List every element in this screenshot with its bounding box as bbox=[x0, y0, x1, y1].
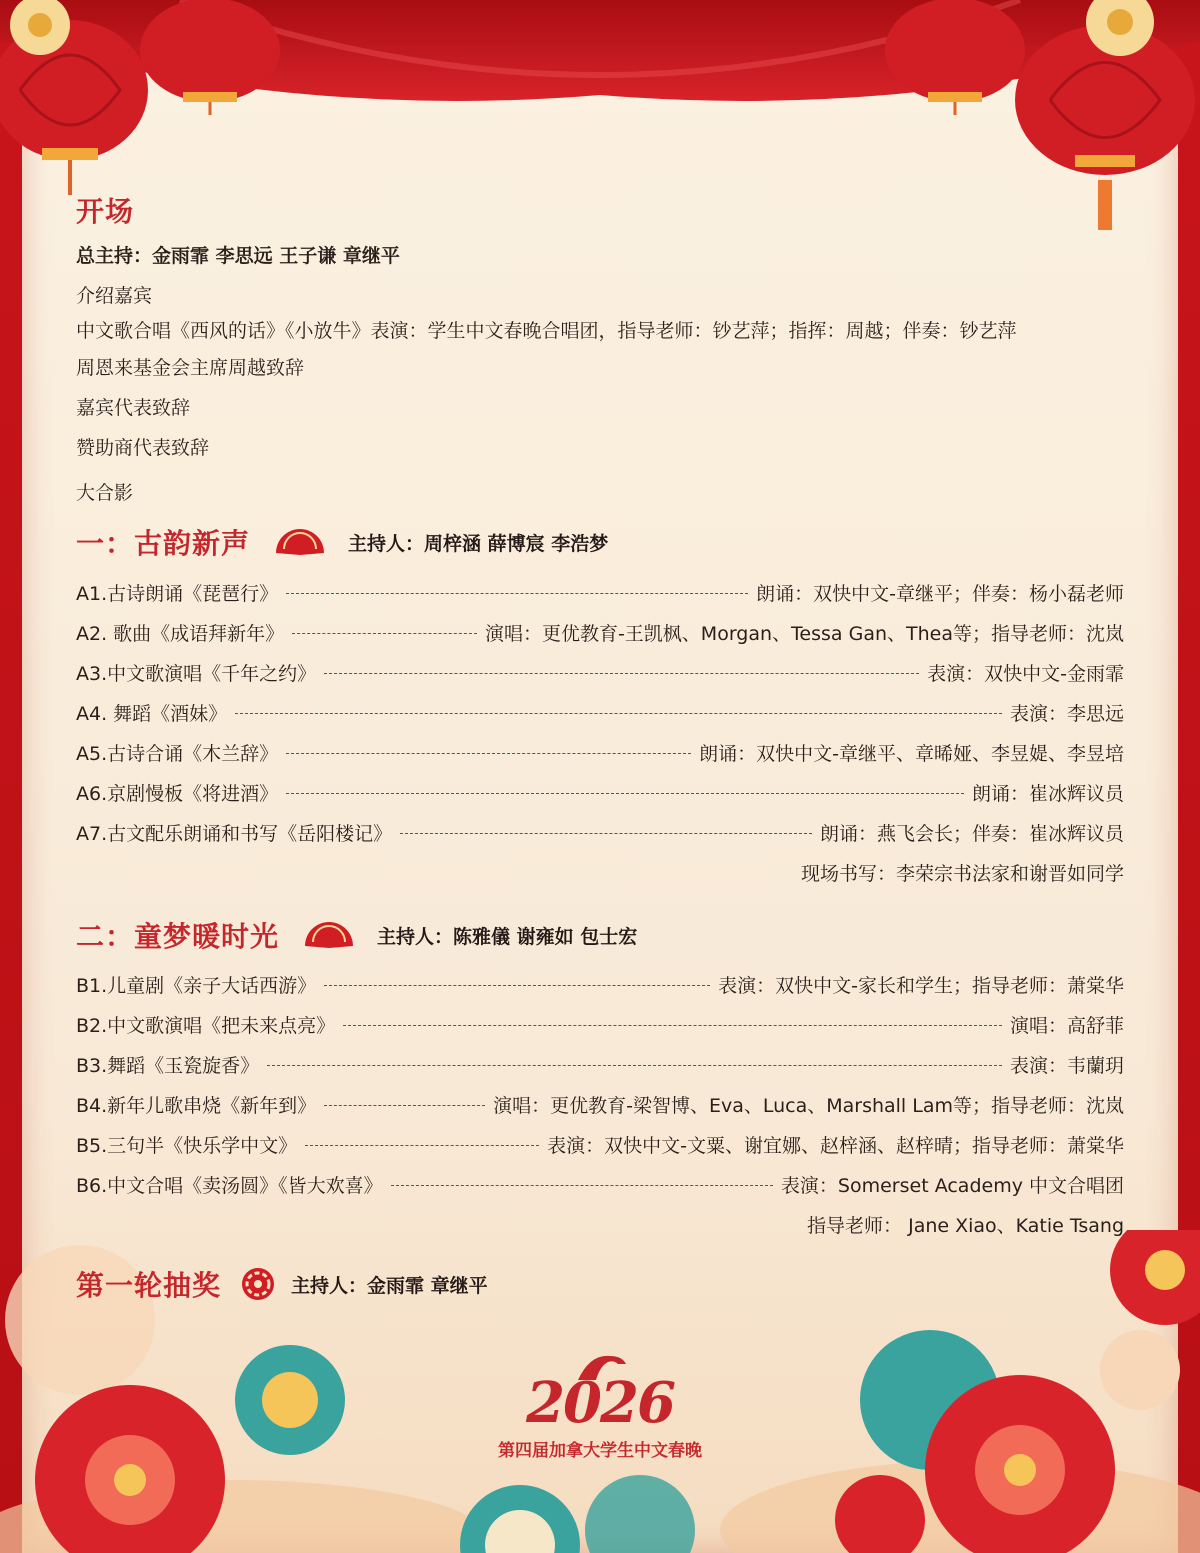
program-row bbox=[76, 779, 1124, 806]
program-performer: 表演：韦蘭玥 bbox=[1009, 1055, 1124, 1077]
opening-item: 介绍嘉宾 bbox=[76, 285, 153, 307]
program-performer: 表演：双快中文-家长和学生；指导老师：萧棠华 bbox=[718, 975, 1124, 997]
dashed-leader bbox=[343, 1025, 1002, 1026]
program-performer: 朗诵：双快中文-章继平；伴奏：杨小磊老师 bbox=[756, 583, 1124, 605]
program-row bbox=[76, 659, 1124, 686]
program-row bbox=[76, 1171, 1124, 1198]
program-name: A4. 舞蹈《酒妹》 bbox=[76, 703, 228, 725]
program-performer: 表演：Somerset Academy 中文合唱团 bbox=[780, 1175, 1124, 1197]
program-extra: 指导老师： Jane Xiao、Katie Tsang bbox=[807, 1215, 1124, 1237]
program-performer: 演唱：更优教育-梁智博、Eva、Luca、Marshall Lam等；指导老师：沈岚 bbox=[493, 1095, 1124, 1117]
program-name: A3.中文歌演唱《千年之约》 bbox=[76, 663, 317, 685]
program-performer: 演唱：更优教育-王凯枫、Morgan、Tessa Gan、Thea等；指导老师：沈岚 bbox=[484, 623, 1124, 645]
program-row bbox=[76, 1091, 1124, 1118]
opening-title: 开场 bbox=[76, 195, 135, 228]
program-performer: 表演：双快中文-金雨霏 bbox=[927, 663, 1124, 685]
program-name: A2. 歌曲《成语拜新年》 bbox=[76, 623, 285, 645]
program-performer: 朗诵：双快中文-章继平、章晞娅、李昱媞、李昱培 bbox=[699, 743, 1124, 765]
dashed-leader bbox=[286, 593, 748, 594]
program-name: B4.新年儿歌串烧《新年到》 bbox=[76, 1095, 317, 1117]
dashed-leader bbox=[235, 713, 1002, 714]
lantern-icon bbox=[1000, 0, 1200, 235]
footer-event-title: 第四届加拿大学生中文春晚 bbox=[498, 1441, 702, 1461]
dashed-leader bbox=[305, 1145, 539, 1146]
program-performer: 演唱：高舒菲 bbox=[1009, 1015, 1124, 1037]
program-name: B5.三句半《快乐学中文》 bbox=[76, 1135, 298, 1157]
program-performer: 表演：李思远 bbox=[1009, 703, 1124, 725]
dashed-leader bbox=[391, 1185, 773, 1186]
dashed-leader bbox=[324, 673, 919, 674]
lottery-header bbox=[76, 1264, 488, 1304]
dashed-leader bbox=[286, 753, 691, 754]
section2-header bbox=[76, 915, 637, 955]
program-performer: 朗诵：崔冰辉议员 bbox=[971, 783, 1124, 805]
lantern-icon bbox=[135, 0, 285, 115]
lottery-host: 主持人：金雨霏 章继平 bbox=[291, 1274, 488, 1297]
footer-year: 2026 bbox=[526, 1370, 674, 1436]
program-name: A1.古诗朗诵《琵琶行》 bbox=[76, 583, 279, 605]
dashed-leader bbox=[324, 985, 710, 986]
program-name: A7.古文配乐朗诵和书写《岳阳楼记》 bbox=[76, 823, 393, 845]
lottery-title: 第一轮抽奖 bbox=[76, 1269, 222, 1302]
program-row bbox=[76, 1011, 1124, 1038]
program-row bbox=[76, 819, 1124, 846]
program-name: B2.中文歌演唱《把未来点亮》 bbox=[76, 1015, 336, 1037]
program-performer: 朗诵：燕飞会长；伴奏：崔冰辉议员 bbox=[819, 823, 1124, 845]
dashed-leader bbox=[267, 1065, 1002, 1066]
opening-item: 中文歌合唱《西风的话》《小放牛》表演：学生中文春晚合唱团，指导老师：钞艺萍；指挥：周越；伴奏：钞艺萍 bbox=[76, 320, 1017, 342]
footer-logo bbox=[0, 1350, 1200, 1461]
opening-item: 大合影 bbox=[76, 482, 134, 504]
section1-header bbox=[76, 522, 608, 562]
dashed-leader bbox=[292, 633, 477, 634]
program-extra: 现场书写：李荣宗书法家和谢晋如同学 bbox=[800, 863, 1124, 885]
program-performer: 表演：双快中文-文粟、谢宜娜、赵梓涵、赵梓晴；指导老师：萧棠华 bbox=[547, 1135, 1124, 1157]
dashed-leader bbox=[400, 833, 812, 834]
program-row bbox=[76, 1051, 1124, 1078]
fan-icon bbox=[274, 527, 326, 557]
section1-title: 一：古韵新声 bbox=[76, 527, 251, 560]
program-row bbox=[76, 971, 1124, 998]
program-row bbox=[76, 619, 1124, 646]
section2-title: 二：童梦暖时光 bbox=[76, 920, 280, 953]
section2-host: 主持人：陈雅儀 谢雍如 包士宏 bbox=[377, 925, 638, 948]
dashed-leader bbox=[286, 793, 964, 794]
lucky-wheel-icon bbox=[241, 1267, 275, 1301]
dashed-leader bbox=[324, 1105, 485, 1106]
opening-item: 赞助商代表致辞 bbox=[76, 437, 210, 459]
program-row bbox=[76, 1131, 1124, 1158]
program-name: A5.古诗合诵《木兰辞》 bbox=[76, 743, 279, 765]
program-name: B3.舞蹈《玉瓷旋香》 bbox=[76, 1055, 260, 1077]
program-row bbox=[76, 579, 1124, 606]
program-row bbox=[76, 739, 1124, 766]
opening-item: 嘉宾代表致辞 bbox=[76, 397, 191, 419]
program-name: B6.中文合唱《卖汤圆》《皆大欢喜》 bbox=[76, 1175, 383, 1197]
fan-icon bbox=[303, 920, 355, 950]
program-row bbox=[76, 699, 1124, 726]
opening-host: 总主持：金雨霏 李思远 王子谦 章继平 bbox=[76, 245, 400, 267]
section1-host: 主持人：周梓涵 薛博宸 李浩梦 bbox=[348, 532, 609, 555]
program-name: B1.儿童剧《亲子大话西游》 bbox=[76, 975, 317, 997]
opening-item: 周恩来基金会主席周越致辞 bbox=[76, 357, 305, 379]
program-name: A6.京剧慢板《将进酒》 bbox=[76, 783, 279, 805]
